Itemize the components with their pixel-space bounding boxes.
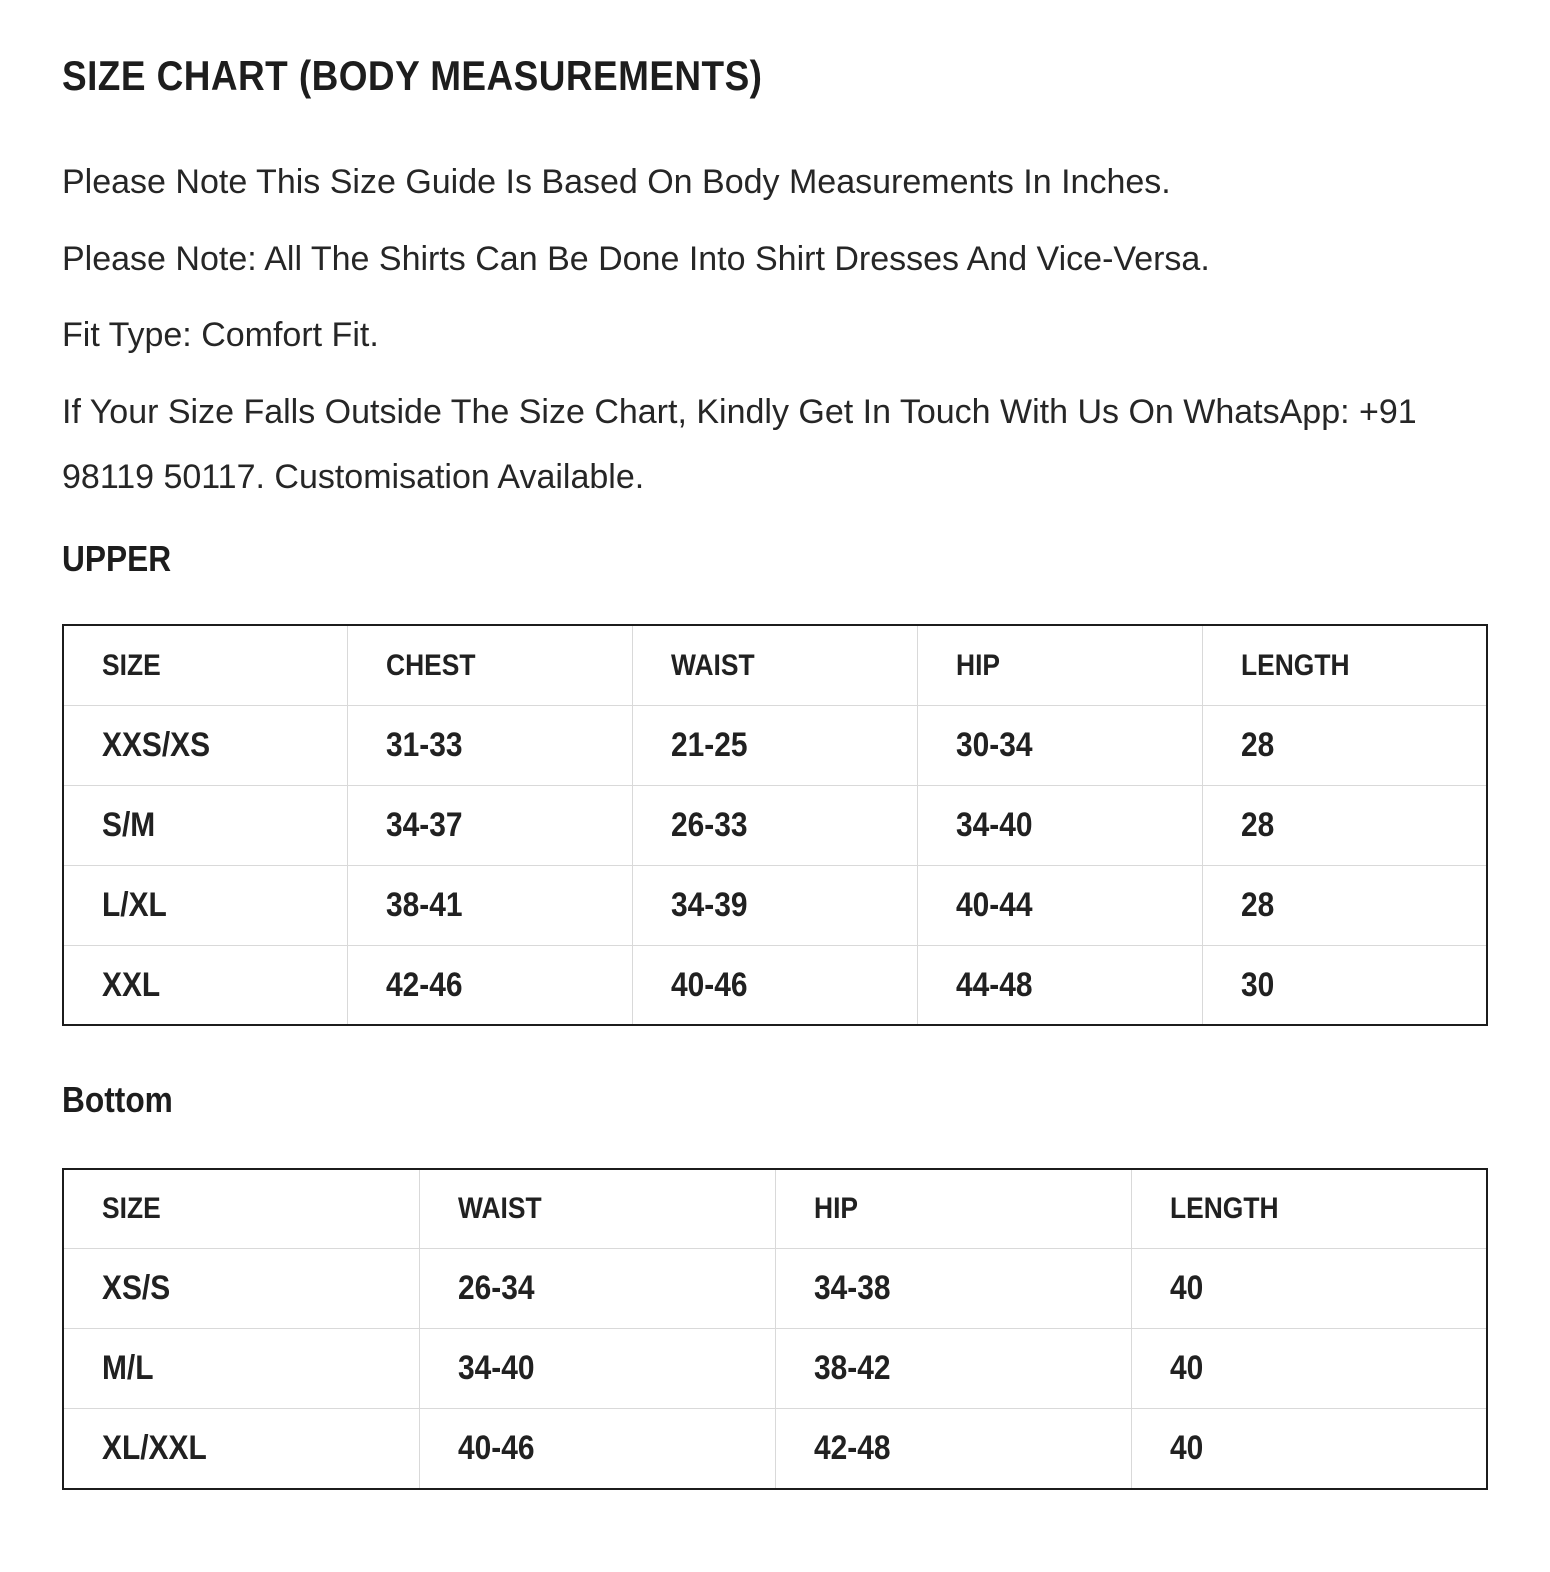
upper-size-table [62, 624, 1488, 1026]
length-cell [1131, 1409, 1487, 1489]
cell-value: 30 [1240, 965, 1274, 1004]
cell-value: 40 [1169, 1269, 1203, 1308]
hip-cell [917, 945, 1202, 1025]
cell-value: XL/XXL [102, 1428, 207, 1467]
upper-row-xxl [63, 945, 1487, 1025]
upper-header-row [63, 625, 1487, 705]
bottom-col-header-waist-text: WAIST [457, 1191, 542, 1225]
chest-cell [348, 705, 633, 785]
upper-col-header-size-text: SIZE [102, 648, 161, 682]
upper-col-header-hip-text: HIP [955, 648, 1000, 682]
cell-value: 26-33 [671, 805, 748, 844]
bottom-col-header-length [1131, 1169, 1487, 1249]
cell-value: 30-34 [955, 725, 1033, 764]
cell-value: XXL [102, 965, 161, 1004]
cell-value: 31-33 [386, 725, 463, 764]
size-cell [63, 785, 348, 865]
cell-value: 40-46 [671, 965, 748, 1004]
note-measurement-units: Please Note This Size Guide Is Based On Body Measurements In Inches. [62, 163, 1171, 202]
cell-value: 28 [1240, 885, 1274, 924]
cell-value: XS/S [102, 1269, 171, 1308]
length-cell [1202, 705, 1487, 785]
waist-cell [633, 945, 918, 1025]
hip-cell [775, 1409, 1131, 1489]
upper-col-header-size [63, 625, 348, 705]
cell-value: 28 [1240, 805, 1274, 844]
upper-table-body [63, 705, 1487, 1025]
hip-cell [917, 705, 1202, 785]
upper-col-header-hip [917, 625, 1202, 705]
upper-section-heading-text: UPPER [62, 538, 172, 580]
upper-col-header-length [1202, 625, 1487, 705]
hip-cell [775, 1329, 1131, 1409]
bottom-col-header-waist [419, 1169, 775, 1249]
length-cell [1202, 945, 1487, 1025]
upper-row-l-xl [63, 865, 1487, 945]
cell-value: 28 [1240, 725, 1274, 764]
upper-col-header-chest-text: CHEST [386, 648, 476, 682]
cell-value: 38-42 [813, 1349, 891, 1388]
page-title-text: SIZE CHART (BODY MEASUREMENTS) [62, 52, 763, 99]
upper-col-header-chest [348, 625, 633, 705]
cell-value: 40-44 [955, 885, 1033, 924]
bottom-table-body [63, 1249, 1487, 1489]
chest-cell [348, 945, 633, 1025]
cell-value: L/XL [102, 885, 167, 924]
cell-value: 40 [1169, 1428, 1203, 1467]
waist-cell [633, 865, 918, 945]
note-fit-type: Fit Type: Comfort Fit. [62, 316, 379, 355]
size-cell [63, 1249, 419, 1329]
waist-cell [419, 1409, 775, 1489]
bottom-col-header-hip-text: HIP [813, 1191, 858, 1225]
upper-col-header-length-text: LENGTH [1240, 648, 1350, 682]
cell-value: 40 [1169, 1349, 1203, 1388]
cell-value: 34-40 [955, 805, 1033, 844]
size-cell [63, 865, 348, 945]
bottom-row-xs-s [63, 1249, 1487, 1329]
length-cell [1131, 1249, 1487, 1329]
bottom-header-row [63, 1169, 1487, 1249]
upper-row-s-m [63, 785, 1487, 865]
upper-table-head [63, 625, 1487, 705]
bottom-row-xl-xxl [63, 1409, 1487, 1489]
size-cell [63, 945, 348, 1025]
cell-value: 38-41 [386, 885, 463, 924]
cell-value: S/M [102, 805, 156, 844]
bottom-row-m-l [63, 1329, 1487, 1409]
hip-cell [775, 1249, 1131, 1329]
cell-value: 42-46 [386, 965, 463, 1004]
size-cell [63, 1409, 419, 1489]
cell-value: 44-48 [955, 965, 1033, 1004]
note-shirt-dresses: Please Note: All The Shirts Can Be Done Into Shirt Dresses And Vice-Versa. [62, 239, 1210, 278]
bottom-size-table [62, 1168, 1488, 1490]
page-title [62, 52, 1488, 100]
note-customisation-whatsapp: If Your Size Falls Outside The Size Chart, Kindly Get In Touch With Us On WhatsApp: +91 98119 50117. Customisation Available. [62, 393, 1417, 496]
waist-cell [633, 785, 918, 865]
cell-value: XXS/XS [102, 725, 211, 764]
cell-value: M/L [102, 1349, 154, 1388]
waist-cell [633, 705, 918, 785]
cell-value: 26-34 [457, 1269, 535, 1308]
cell-value: 34-38 [813, 1269, 891, 1308]
length-cell [1202, 785, 1487, 865]
waist-cell [419, 1249, 775, 1329]
size-cell [63, 1329, 419, 1409]
chest-cell [348, 865, 633, 945]
cell-value: 42-48 [813, 1428, 891, 1467]
hip-cell [917, 785, 1202, 865]
bottom-section-heading-text: Bottom [62, 1079, 173, 1121]
cell-value: 34-40 [457, 1349, 535, 1388]
upper-section-heading [62, 537, 1488, 580]
bottom-col-header-hip [775, 1169, 1131, 1249]
bottom-col-header-length-text: LENGTH [1169, 1191, 1279, 1225]
length-cell [1131, 1329, 1487, 1409]
hip-cell [917, 865, 1202, 945]
bottom-section-heading [62, 1078, 1488, 1121]
bottom-col-header-size-text: SIZE [102, 1191, 161, 1225]
cell-value: 34-37 [386, 805, 463, 844]
length-cell [1202, 865, 1487, 945]
chest-cell [348, 785, 633, 865]
size-chart-document [62, 52, 1488, 1490]
size-cell [63, 705, 348, 785]
upper-col-header-waist-text: WAIST [671, 648, 755, 682]
cell-value: 21-25 [671, 725, 748, 764]
bottom-table-head [63, 1169, 1487, 1249]
upper-row-xxs-xs [63, 705, 1487, 785]
upper-col-header-waist [633, 625, 918, 705]
bottom-col-header-size [63, 1169, 419, 1249]
waist-cell [419, 1329, 775, 1409]
cell-value: 40-46 [457, 1428, 535, 1467]
cell-value: 34-39 [671, 885, 748, 924]
